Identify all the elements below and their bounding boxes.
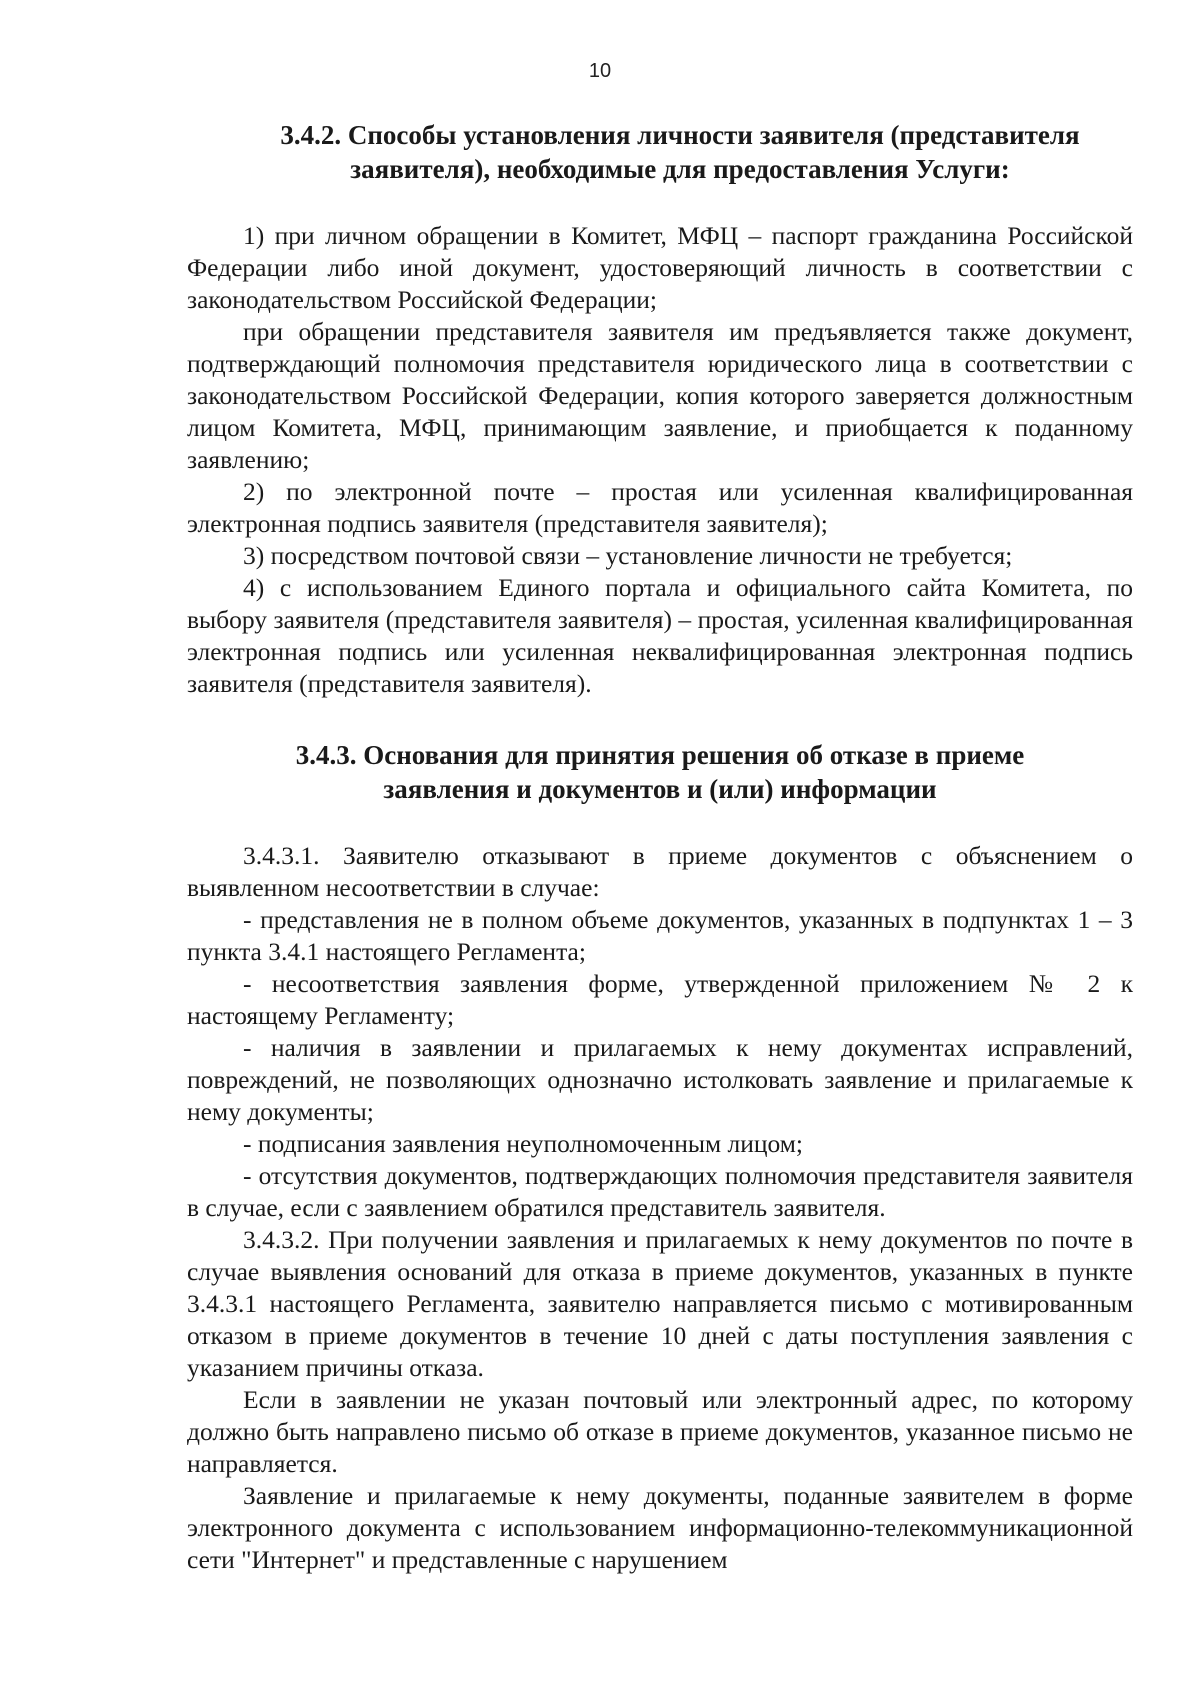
list-item: - представления не в полном объеме документов, указанных в подпунктах 1 – 3 пункта 3.4.1 настоящего Регламента; bbox=[187, 905, 1133, 966]
paragraph: 3.4.3.1. Заявителю отказывают в приеме документов с объяснением о выявленном несоответствии в случае: bbox=[187, 841, 1133, 902]
section-heading-3-4-2 bbox=[187, 118, 1133, 186]
paragraph: 3) посредством почтовой связи – установление личности не требуется; bbox=[243, 541, 1013, 570]
page-content bbox=[187, 118, 1133, 1576]
paragraph: Заявление и прилагаемые к нему документы, поданные заявителем в форме электронного документа с использованием информационно-телекоммуникационной сети "Интернет" и представленные с нарушением bbox=[187, 1481, 1133, 1574]
list-item: - отсутствия документов, подтверждающих полномочия представителя заявителя в случае, если с заявлением обратился представитель заявителя. bbox=[187, 1161, 1133, 1222]
list-item: - подписания заявления неуполномоченным лицом; bbox=[243, 1129, 803, 1158]
paragraph: 1) при личном обращении в Комитет, МФЦ – паспорт гражданина Российской Федерации либо иной документ, удостоверяющий личность в соответствии с законодательством Российской Федерации; bbox=[187, 221, 1133, 314]
heading-line: 3.4.3. Основания для принятия решения об отказе в приеме bbox=[295, 740, 1025, 770]
list-item: - наличия в заявлении и прилагаемых к нему документах исправлений, повреждений, не позволяющих однозначно истолковать заявление и прилагаемые к нему документы; bbox=[187, 1033, 1133, 1126]
page-number: 10 bbox=[588, 60, 612, 82]
paragraph: 4) с использованием Единого портала и официального сайта Комитета, по выбору заявителя (представителя заявителя) – простая, усиленная квалифицированная электронная подпись или усиленная неквалифицированная электронная подпись заявителя (представителя заявителя). bbox=[187, 573, 1133, 698]
paragraph: при обращении представителя заявителя им предъявляется также документ, подтверждающий полномочия представителя юридического лица в соответствии с законодательством Российской Федерации, копия которого заверяется должностным лицом Комитета, МФЦ, принимающим заявление, и приобщается к поданному заявлению; bbox=[187, 317, 1133, 474]
paragraph: Если в заявлении не указан почтовый или электронный адрес, по которому должно быть направлено письмо об отказе в приеме документов, указанное письмо не направляется. bbox=[187, 1385, 1133, 1478]
paragraph: 3.4.3.2. При получении заявления и прилагаемых к нему документов по почте в случае выявления оснований для отказа в приеме документов, указанных в пункте 3.4.3.1 настоящего Регламента, заявителю направляется письмо с мотивированным отказом в приеме документов в течение 10 дней с даты поступления заявления с указанием причины отказа. bbox=[187, 1225, 1133, 1382]
section-heading-3-4-3 bbox=[187, 738, 1133, 806]
paragraph: 2) по электронной почте – простая или усиленная квалифицированная электронная подпись заявителя (представителя заявителя); bbox=[187, 477, 1133, 538]
heading-line: заявления и документов и (или) информации bbox=[383, 774, 937, 804]
list-item: - несоответствия заявления форме, утвержденной приложением № 2 к настоящему Регламенту; bbox=[187, 969, 1133, 1030]
heading-line: 3.4.2. Способы установления личности заявителя (представителя bbox=[280, 120, 1080, 150]
heading-line: заявителя), необходимые для предоставления Услуги: bbox=[350, 154, 1010, 184]
